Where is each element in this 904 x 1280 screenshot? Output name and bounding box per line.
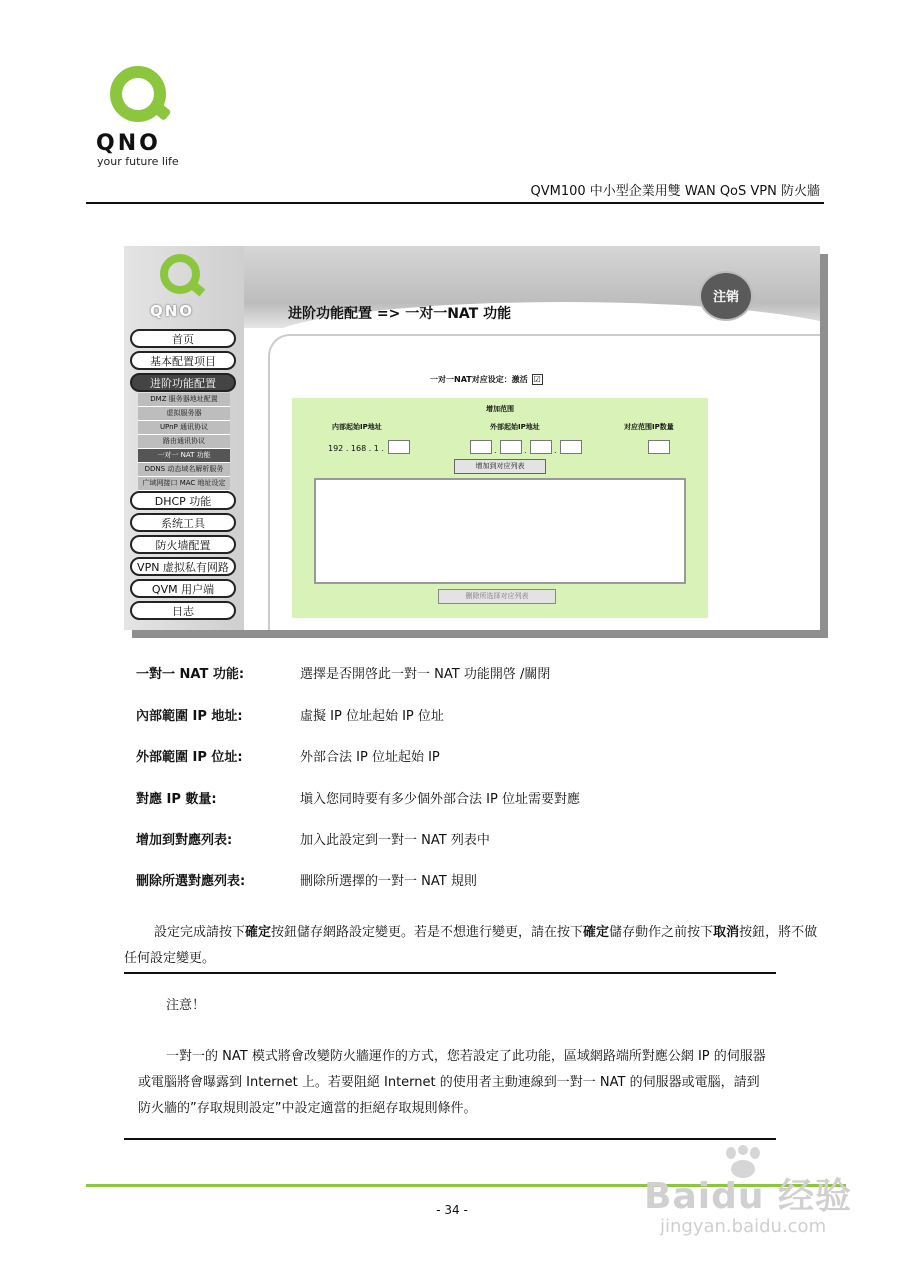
nav-qvm-client[interactable]: QVM 用户端 xyxy=(130,579,236,598)
definition-desc: 加入此設定到一對一 NAT 列表中 xyxy=(300,833,490,848)
col-external-ip: 外部起始IP地址 xyxy=(490,423,540,431)
definition-desc: 刪除所選擇的一對一 NAT 規則 xyxy=(300,874,477,889)
mapping-list[interactable] xyxy=(314,478,686,584)
range-title: 增加范围 xyxy=(486,405,514,413)
nav-sub-one-to-one-nat[interactable]: 一对一 NAT 功能 xyxy=(138,449,230,463)
nat-enable-row xyxy=(430,374,543,385)
instruction-ok: 確定 xyxy=(583,925,610,940)
note-body: 一對一的 NAT 模式將會改變防火牆運作的方式，您若設定了此功能，區域網路端所對應公網 IP 的伺服器或電腦將會曝露到 Internet 上。若要阻絕 Internet 的使用者主動連線到一對一 NAT 的伺服器或電腦，請到防火牆的”存取規則設定”中設定適當的拒絕存取規則條件。 xyxy=(138,1049,766,1116)
nav-vpn[interactable]: VPN 虚拟私有网路 xyxy=(130,557,236,576)
panel-heading: 进阶功能配置 => 一对一NAT 功能 xyxy=(288,306,512,322)
external-ip-octet-4-input[interactable] xyxy=(560,440,582,454)
watermark-url: jingyan.baidu.com xyxy=(660,1216,827,1237)
document-title: QVM100 中小型企業用雙 WAN QoS VPN 防火牆 xyxy=(530,184,820,199)
instruction-text: 按鈕，將不做任何設定變更。 xyxy=(124,925,818,966)
definition-item xyxy=(136,705,444,724)
instruction-text: 儲存動作之前按下 xyxy=(609,925,714,940)
ip-count-input[interactable] xyxy=(648,440,670,454)
router-ui-screenshot xyxy=(124,246,820,630)
logout-button[interactable]: 注销 xyxy=(699,271,753,321)
nav-sub-virtual-server[interactable]: 虚拟服务器 xyxy=(138,407,230,421)
nav-log[interactable]: 日志 xyxy=(130,601,236,620)
note-title: 注意！ xyxy=(166,998,206,1013)
external-ip-octet-3-input[interactable] xyxy=(530,440,552,454)
definition-term: 一對一 NAT 功能: xyxy=(136,667,245,682)
definition-desc: 塡入您同時要有多少個外部合法 IP 位址需要對應 xyxy=(300,792,580,807)
brand-tagline: your future life xyxy=(97,155,179,168)
nav-basic-setup[interactable]: 基本配置项目 xyxy=(130,351,236,370)
watermark-brand: Baidu 经验 xyxy=(644,1176,853,1217)
instruction-paragraph xyxy=(124,920,824,972)
nav-sub-upnp[interactable]: UPnP 通讯协议 xyxy=(138,421,230,435)
instruction-ok: 確定 xyxy=(245,925,272,940)
note-bottom-rule xyxy=(124,1138,776,1140)
nav-sub-ddns[interactable]: DDNS 动态域名解析服务 xyxy=(138,463,230,477)
nat-enable-label: 一对一NAT对应设定：激活 xyxy=(430,375,528,384)
external-ip-octet-2-input[interactable] xyxy=(500,440,522,454)
ip-dot: . xyxy=(494,446,497,455)
panel-brand: QNO xyxy=(150,302,195,320)
definition-term: 外部範圍 IP 位址: xyxy=(136,750,243,765)
col-internal-ip: 内部起始IP地址 xyxy=(332,423,382,431)
nat-enable-checkbox[interactable]: ☑ xyxy=(533,375,541,384)
nav-home[interactable]: 首页 xyxy=(130,329,236,348)
nav-advanced-setup[interactable]: 进阶功能配置 xyxy=(130,373,236,392)
add-range-form xyxy=(292,398,708,618)
internal-ip-prefix: 192 . 168 . 1 . xyxy=(328,444,384,453)
delete-selected-button[interactable]: 删除所选择对应列表 xyxy=(438,589,556,604)
ip-dot: . xyxy=(554,446,557,455)
nav-system-tools[interactable]: 系统工具 xyxy=(130,513,236,532)
nav-firewall[interactable]: 防火墙配置 xyxy=(130,535,236,554)
nav-sub-dmz[interactable]: DMZ 服务器地址配置 xyxy=(138,393,230,407)
col-ip-count: 对应范围IP数量 xyxy=(624,423,674,431)
nav-sub-wan-mac[interactable]: 广域网接口 MAC 地址设定 xyxy=(138,477,230,491)
definition-item xyxy=(136,788,580,807)
definition-term: 對應 IP 數量: xyxy=(136,792,217,807)
definition-item xyxy=(136,746,440,765)
nav-sub-routing[interactable]: 路由通讯协议 xyxy=(138,435,230,449)
instruction-cancel: 取消 xyxy=(713,925,740,940)
header-rule xyxy=(86,202,824,204)
definition-item xyxy=(136,829,490,848)
definition-item xyxy=(136,870,477,889)
instruction-text: 設定完成請按下 xyxy=(154,925,246,940)
note-top-rule xyxy=(124,972,776,974)
definition-desc: 選擇是否開啓此一對一 NAT 功能開啓 /關閉 xyxy=(300,667,551,682)
brand-wordmark: QNO xyxy=(96,131,161,156)
definition-term: 增加到對應列表: xyxy=(136,833,233,848)
instruction-text: 按鈕儲存網路設定變更。若是不想進行變更，請在按下 xyxy=(271,925,584,940)
definition-desc: 外部合法 IP 位址起始 IP xyxy=(300,750,440,765)
definition-term: 刪除所選對應列表: xyxy=(136,874,246,889)
external-ip-octet-1-input[interactable] xyxy=(470,440,492,454)
page-number: - 34 - xyxy=(436,1203,468,1217)
definition-desc: 虛擬 IP 位址起始 IP 位址 xyxy=(300,709,444,724)
definition-item xyxy=(136,663,551,682)
definition-term: 內部範圍 IP 地址: xyxy=(136,709,243,724)
add-to-list-button[interactable]: 增加到对应列表 xyxy=(454,459,546,474)
nav-dhcp[interactable]: DHCP 功能 xyxy=(130,491,236,510)
ip-dot: . xyxy=(524,446,527,455)
internal-ip-last-octet-input[interactable] xyxy=(388,440,410,454)
